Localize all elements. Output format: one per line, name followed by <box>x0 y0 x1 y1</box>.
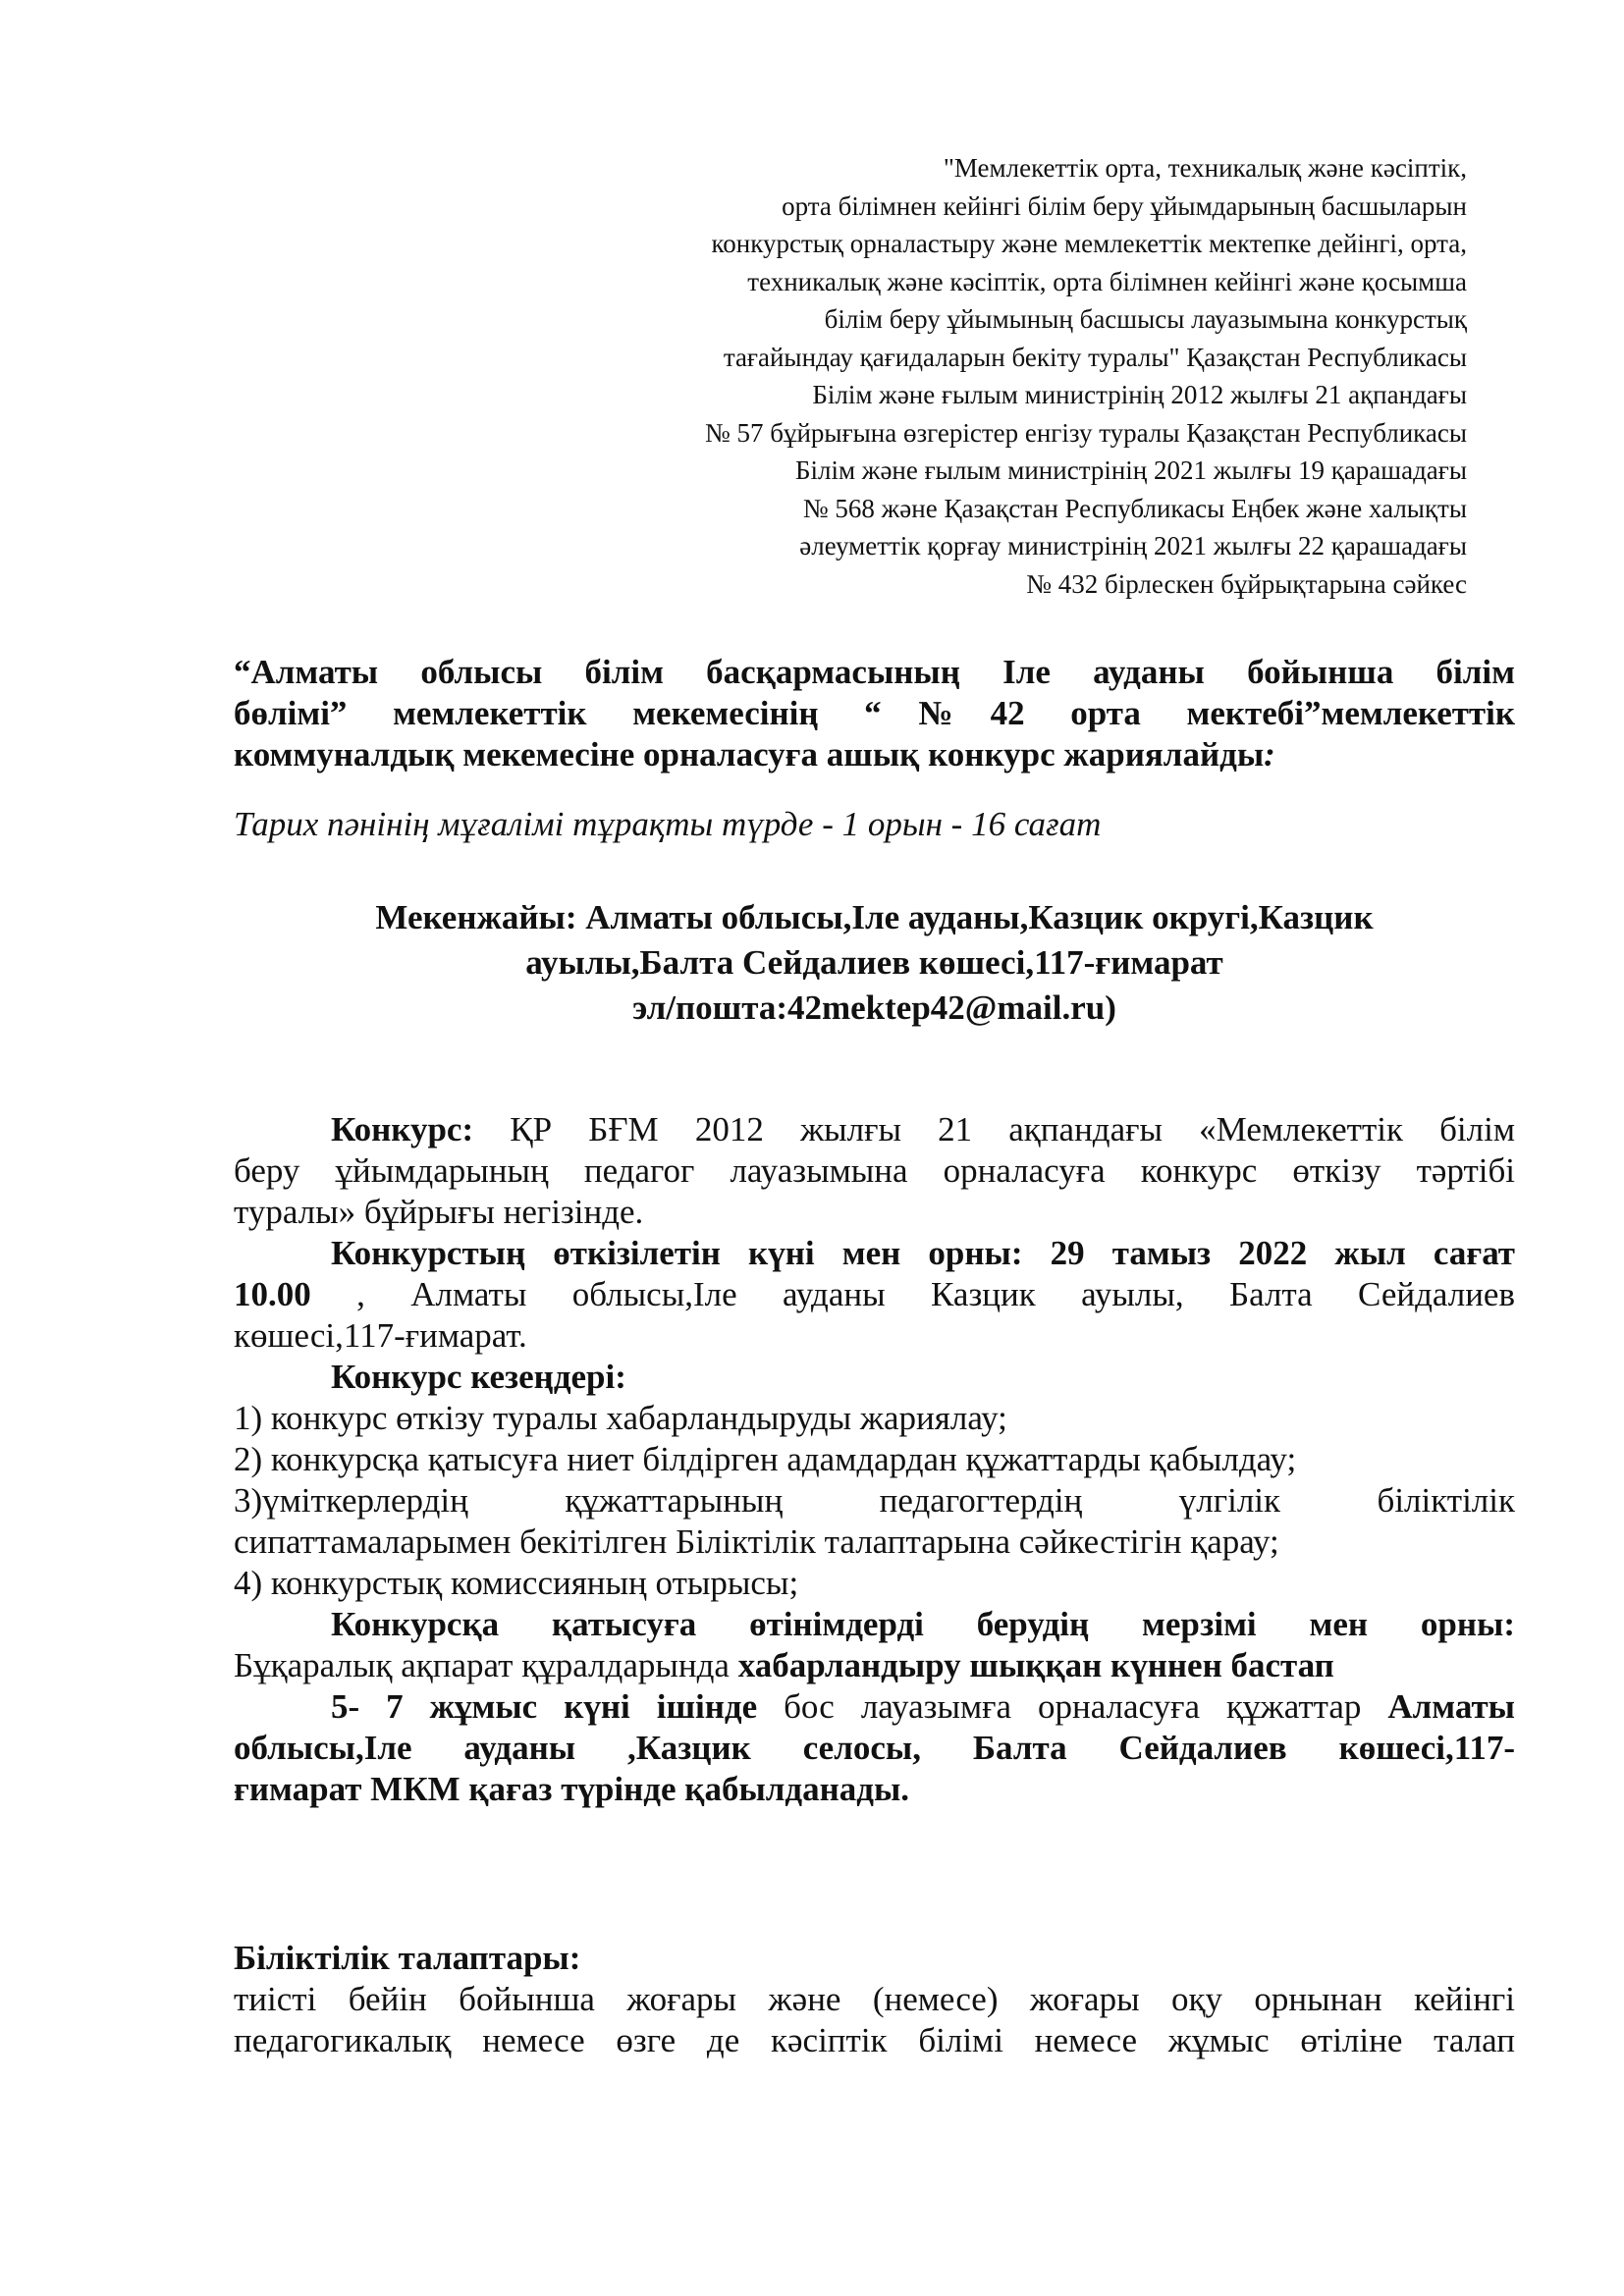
application-text: Бұқаралық ақпарат құралдарында <box>234 1646 738 1684</box>
competition-label: Конкурс: <box>331 1110 474 1148</box>
title-line: “Алматы облысы білім басқармасының Іле ауданы бойынша білім <box>234 653 1515 691</box>
paragraph-line: көшесі,117-ғимарат. <box>234 1316 527 1355</box>
legal-note-line: Білім және ғылым министрінің 2012 жылғы 21 ақпандағы <box>812 380 1467 409</box>
legal-note-line: техникалық және кәсіптік, орта білімнен кейінгі және қосымша <box>747 266 1467 296</box>
application-paragraph <box>234 1604 1515 1810</box>
application-text: бос лауазымға орналасуға құжаттар <box>757 1687 1388 1726</box>
competition-stages <box>234 1357 1515 1604</box>
application-emphasis: хабарландыру шыққан күннен бастап <box>737 1646 1334 1684</box>
paragraph-line <box>234 1274 1515 1315</box>
paragraph-line: туралы» бұйрығы негізінде. <box>234 1193 644 1231</box>
address-block <box>234 895 1515 1031</box>
legal-note-line: конкурстық орналастыру және мемлекеттік мектепке дейінгі, орта, <box>711 229 1467 258</box>
paragraph-line: Конкурсқа қатысуға өтінімдерді берудің мерзімі мен орны: <box>331 1605 1515 1643</box>
legal-note-line: № 568 және Қазақстан Республикасы Еңбек және халықты <box>802 493 1467 523</box>
qualification-section <box>234 1938 1515 2061</box>
paragraph-line: ғимарат МКМ қағаз түрінде қабылданады. <box>234 1770 910 1808</box>
qualification-paragraph <box>234 1979 1515 2061</box>
email-address: эл/пошта:42mektep42@mail.ru) <box>632 988 1116 1027</box>
title-colon: : <box>1264 735 1275 774</box>
qualification-title: Біліктілік талаптары: <box>234 1939 581 1977</box>
date-place-paragraph <box>234 1233 1515 1357</box>
competition-text: ҚР БҒМ 2012 жылғы 21 ақпандағы «Мемлекеттік білім <box>473 1110 1515 1148</box>
paragraph-line: тиісті бейін бойынша жоғары және (немесе) жоғары оқу орнынан кейінгі <box>234 1980 1515 2018</box>
announcement-title <box>234 652 1515 775</box>
stages-title: Конкурс кезеңдері: <box>331 1358 626 1396</box>
title-line-text: коммуналдық мекемесіне орналасуға ашық конкурс жариялайды <box>234 735 1265 774</box>
paragraph-line <box>234 1686 1515 1728</box>
vacancy-position: Тарих пәнінің мұғалімі тұрақты түрде - 1 орын - 16 сағат <box>234 805 1102 843</box>
legal-reference-note <box>524 149 1467 603</box>
competition-place: , Алматы облысы,Іле ауданы Казцик ауылы, Балта Сейдалиев <box>310 1275 1515 1313</box>
paragraph-line <box>234 1645 1515 1686</box>
competition-basis-paragraph <box>234 1109 1515 1233</box>
legal-note-line: білім беру ұйымының басшысы лауазымына конкурстық <box>824 304 1467 334</box>
stage-item: 2) конкурсқа қатысуға ниет білдірген адамдардан құжаттарды қабылдау; <box>234 1440 1297 1478</box>
title-line: бөлімі” мемлекеттік мекемесінің “№42 орта мектебі”мемлекеттік <box>234 694 1515 732</box>
paragraph-line: педагогикалық немесе өзге де кәсіптік білімі немесе жұмыс өтіліне талап <box>234 2021 1515 2059</box>
stage-item: 3)үміткерлердің құжаттарының педагогтердің үлгілік біліктілік <box>234 1481 1515 1520</box>
paragraph-line: беру ұйымдарының педагог лауазымына орналасуға конкурс өткізу тәртібі <box>234 1151 1515 1190</box>
application-place: Алматы <box>1387 1687 1515 1726</box>
legal-note-line: әлеуметтік қорғау министрінің 2021 жылғы 22 қарашадағы <box>799 531 1467 561</box>
stage-item-continued: сипаттамаларымен бекітілген Біліктілік талаптарына сәйкестігін қарау; <box>234 1522 1279 1561</box>
stage-item: 4) конкурстық комиссияның отырысы; <box>234 1564 799 1602</box>
paragraph-line <box>234 1109 1515 1150</box>
paragraph-line: Конкурстың өткізілетін күні мен орны: 29 тамыз 2022 жыл сағат <box>331 1234 1515 1272</box>
announcement-body <box>234 652 1515 2061</box>
legal-note-line: орта білімнен кейінгі білім беру ұйымдарының басшыларын <box>782 190 1467 221</box>
address-line: ауылы,Балта Сейдалиев көшесі,117-ғимарат <box>525 943 1223 982</box>
legal-note-line: "Мемлекеттік орта, техникалық және кәсіптік, <box>943 153 1467 183</box>
address-line: Мекенжайы: Алматы облысы,Іле ауданы,Казцик округі,Казцик <box>375 898 1374 936</box>
legal-note-line: № 432 бірлескен бұйрықтарына сәйкес <box>1026 568 1467 599</box>
legal-note-line: Білім және ғылым министрінің 2021 жылғы 19 қарашадағы <box>794 455 1467 485</box>
paragraph-line: облысы,Іле ауданы ,Казцик селосы, Балта Сейдалиев көшесі,117- <box>234 1729 1515 1767</box>
title-line <box>234 734 1515 775</box>
legal-note-line: № 57 бұйрығына өзгерістер енгізу туралы Қазақстан Республикасы <box>704 417 1467 448</box>
competition-time: 10.00 <box>234 1275 311 1313</box>
stage-item: 1) конкурс өткізу туралы хабарландыруды жариялау; <box>234 1399 1007 1437</box>
legal-note-line: тағайындау қағидаларын бекіту туралы" Қазақстан Республикасы <box>723 342 1467 372</box>
application-deadline: 5- 7 жұмыс күні ішінде <box>331 1687 758 1726</box>
